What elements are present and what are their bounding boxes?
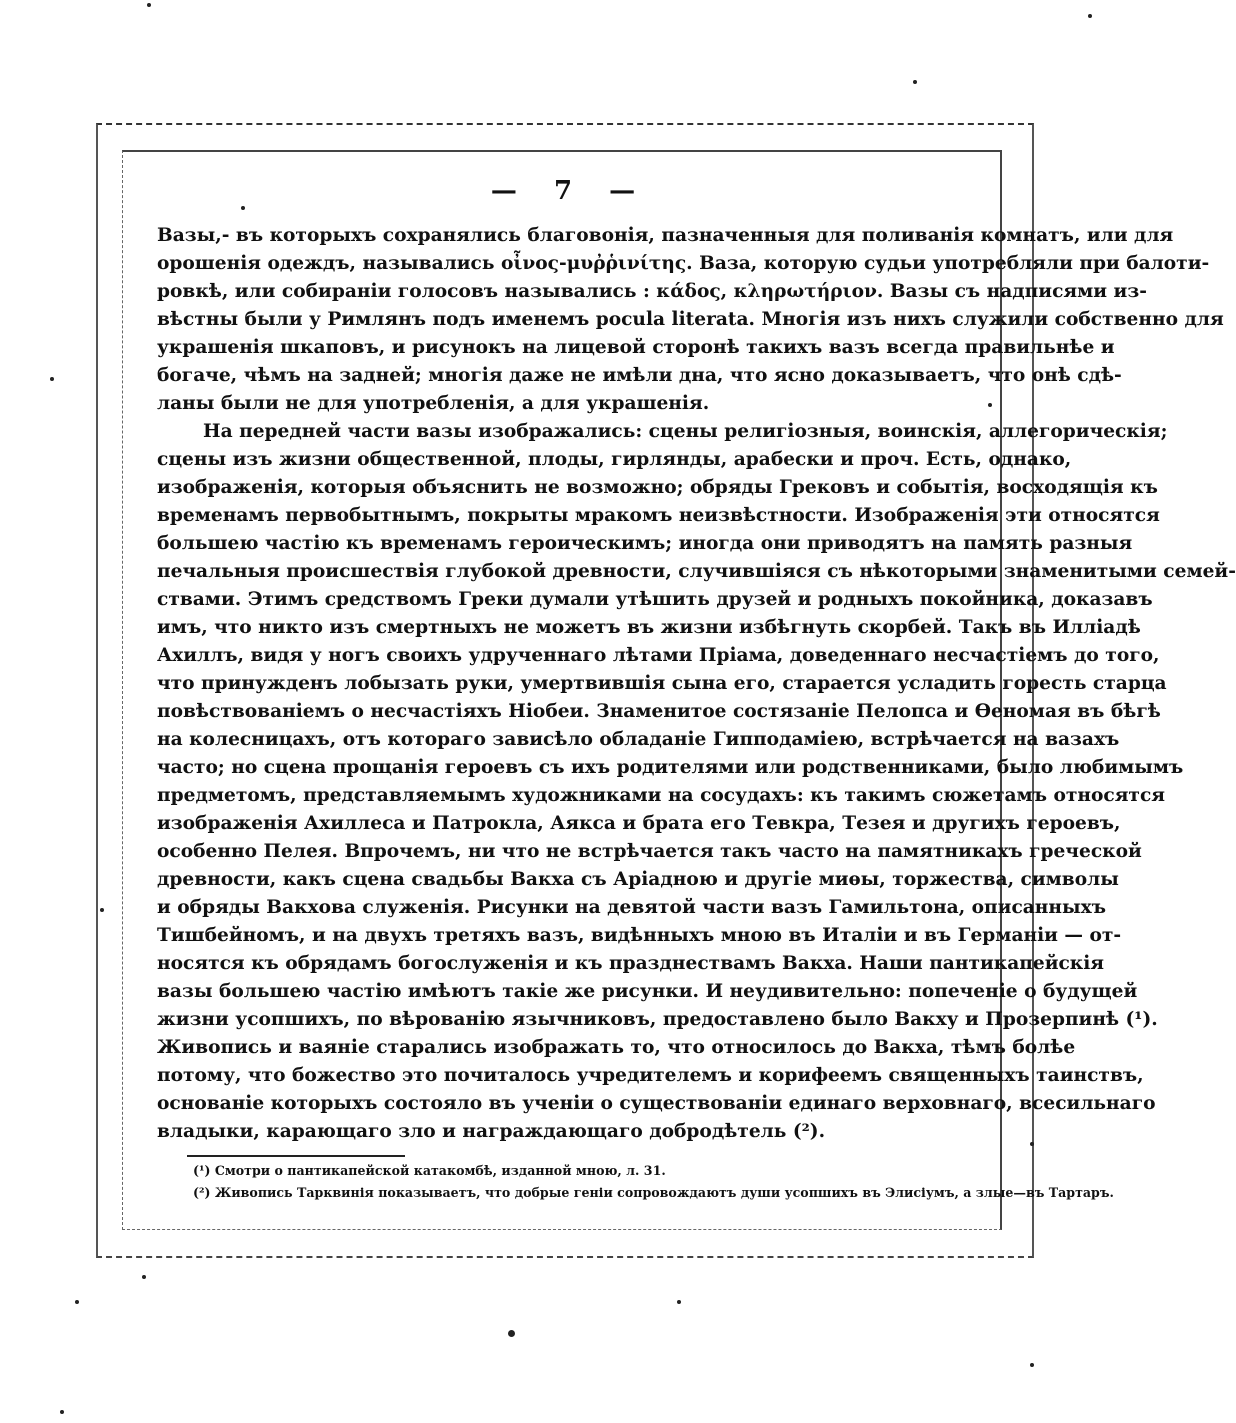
text-line: богаче, чѣмъ на задней; многія даже не имѣли дна, что ясно доказываетъ, что онѣ сдѣ-	[157, 365, 1122, 386]
text-line: древности, какъ сцена свадьбы Вакха съ Аріадною и другіе миѳы, торжества, символы	[157, 869, 1119, 890]
scan-speck	[75, 1300, 79, 1304]
body-text	[157, 222, 1236, 1146]
text-line: большею частію къ временамъ героическимъ; иногда они приводятъ на память разныя	[157, 533, 1133, 554]
text-line: ствами. Этимъ средствомъ Греки думали утѣшить друзей и родныхъ покойника, доказавъ	[157, 589, 1153, 610]
scan-speck	[142, 1275, 146, 1279]
footnote-2: (²) Живопись Тарквинія показываетъ, что добрые геніи сопровождаютъ души усопшихъ въ Элисіумъ, а злые—въ Тартаръ.	[193, 1185, 1114, 1200]
scan-speck	[50, 377, 54, 381]
text-line: потому, что божество это почиталось учредителемъ и корифеемъ священныхъ таинствъ,	[157, 1065, 1144, 1086]
text-line: сцены изъ жизни общественной, плоды, гирлянды, арабески и проч. Есть, однако,	[157, 449, 1072, 470]
text-line: Вазы,- въ которыхъ сохранялись благовонія, пазначенныя для поливанія комнатъ, или для	[157, 225, 1174, 246]
text-line: имъ, что никто изъ смертныхъ не можетъ въ жизни избѣгнуть скорбей. Такъ въ Илліадѣ	[157, 617, 1141, 638]
scan-speck	[147, 3, 151, 7]
footnotes	[193, 1160, 1114, 1204]
text-line: Живопись и ваяніе старались изображать то, что относилось до Вакха, тѣмъ болѣе	[157, 1037, 1076, 1058]
text-line: основаніе которыхъ состояло въ ученіи о существованіи единаго верховнаго, всесильнаго	[157, 1093, 1156, 1114]
footnote-rule	[187, 1155, 405, 1157]
scan-speck	[100, 908, 104, 912]
text-line: на колесницахъ, отъ котораго зависѣло обладаніе Гипподаміею, встрѣчается на вазахъ	[157, 729, 1120, 750]
text-line: вазы большею частію имѣютъ такіе же рисунки. И неудивительно: попеченіе о будущей	[157, 981, 1138, 1002]
text-line: изображенія, которыя объяснить не возможно; обряды Грековъ и событія, восходящія къ	[157, 477, 1158, 498]
text-line: что принужденъ лобызать руки, умертвившія сына его, старается усладить горесть старца	[157, 673, 1167, 694]
text-line: Тишбейномъ, и на двухъ третяхъ вазъ, видѣнныхъ мною въ Италіи и въ Германіи — от-	[157, 925, 1122, 946]
text-line: особенно Пелея. Впрочемъ, ни что не встрѣчается такъ часто на памятникахъ греческой	[157, 841, 1142, 862]
page-number: — 7 —	[490, 176, 650, 206]
text-line: часто; но сцена прощанія героевъ съ ихъ родителями или родственниками, было любимымъ	[157, 757, 1184, 778]
scan-speck	[677, 1300, 681, 1304]
scan-speck	[1030, 1142, 1034, 1146]
text-line: ланы были не для употребленія, а для украшенія.	[157, 393, 710, 414]
text-line: предметомъ, представляемымъ художниками на сосудахъ: къ такимъ сюжетамъ относятся	[157, 785, 1166, 806]
text-line: орошенія одеждъ, назывались οἶνος-μυῤῥινίτης. Ваза, которую судьи употребляли при балоти-	[157, 253, 1210, 274]
text-line: жизни усопшихъ, по вѣрованію язычниковъ, предоставлено было Вакху и Прозерпинѣ (¹).	[157, 1009, 1158, 1030]
text-line: ровкѣ, или собираніи голосовъ назывались : κάδος, κληρωτήριον. Вазы съ надписями из-	[157, 281, 1147, 302]
scan-speck	[913, 80, 917, 84]
text-line: Ахиллъ, видя у ногъ своихъ удрученнаго лѣтами Пріама, доведеннаго несчастіемъ до того,	[157, 645, 1160, 666]
text-line: На передней части вазы изображались: сцены религіозныя, воинскія, аллегорическія;	[203, 421, 1168, 442]
scan-speck	[1030, 1363, 1034, 1367]
scan-speck	[241, 206, 245, 210]
scan-speck	[988, 403, 992, 407]
text-line: владыки, карающаго зло и награждающаго добродѣтель (²).	[157, 1121, 826, 1142]
text-line: печальныя происшествія глубокой древности, случившіяся съ нѣкоторыми знаменитыми семей-	[157, 561, 1236, 582]
scan-speck	[60, 1410, 64, 1414]
text-line: украшенія шкаповъ, и рисунокъ на лицевой сторонѣ такихъ вазъ всегда правильнѣе и	[157, 337, 1115, 358]
scan-speck	[508, 1330, 515, 1337]
text-line: временамъ первобытнымъ, покрыты мракомъ неизвѣстности. Изображенія эти относятся	[157, 505, 1160, 526]
text-line: носятся къ обрядамъ богослуженія и къ празднествамъ Вакха. Наши пантикапейскія	[157, 953, 1105, 974]
text-line: повѣствованіемъ о несчастіяхъ Ніобеи. Знаменитое состязаніе Пелопса и Ѳеномая въ бѣгѣ	[157, 701, 1161, 722]
text-line: изображенія Ахиллеса и Патрокла, Аякса и брата его Тевкра, Тезея и другихъ героевъ,	[157, 813, 1121, 834]
text-line: вѣстны были у Римлянъ подъ именемъ pocula literata. Многія изъ нихъ служили собственно для	[157, 309, 1224, 330]
scan-speck	[1088, 14, 1092, 18]
text-line: и обряды Вакхова служенія. Рисунки на девятой части вазъ Гамильтона, описанныхъ	[157, 897, 1107, 918]
footnote-1: (¹) Смотри о пантикапейской катакомбѣ, изданной мною, л. 31.	[193, 1163, 666, 1178]
